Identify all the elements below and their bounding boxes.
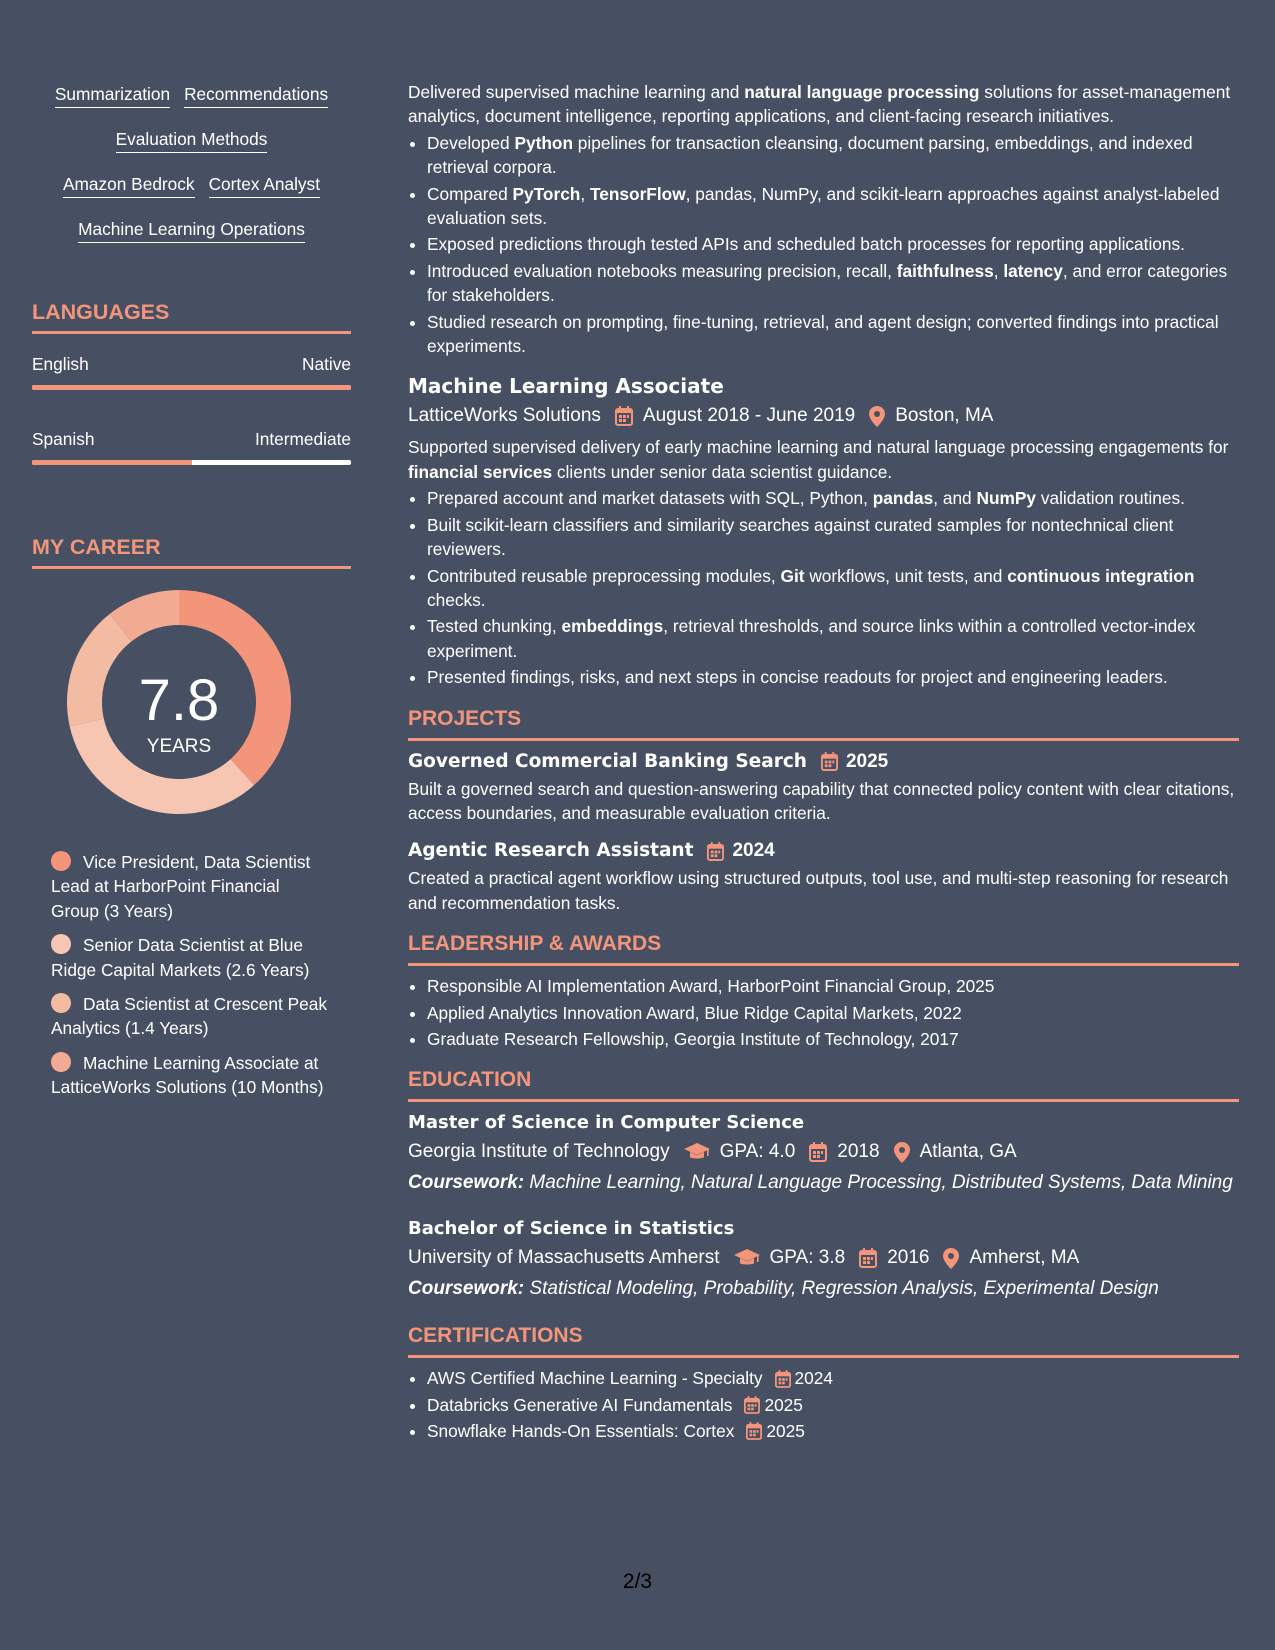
- legend-dot: [51, 851, 71, 871]
- skill-tag: Cortex Analyst: [209, 172, 320, 198]
- calendar-icon: [775, 1370, 791, 1388]
- bullet-item: • Contributed reusable preprocessing modules, Git workflows, unit tests, and continuous integration checks.: [427, 564, 1239, 613]
- calendar-icon: [809, 1142, 827, 1162]
- coursework-list: Statistical Modeling, Probability, Regression Analysis, Experimental Design: [529, 1278, 1159, 1300]
- project-description: Created a practical agent workflow using structured outputs, tool use, and multi-step reasoning for research and recommendation tasks.: [408, 868, 1229, 913]
- calendar-icon: [821, 752, 838, 771]
- job-title: Machine Learning Associate: [408, 374, 724, 399]
- certification-name: • Snowflake Hands-On Essentials: Cortex: [427, 1421, 735, 1442]
- career-heading: MY CAREER: [32, 535, 351, 569]
- legend-label: Vice President, Data Scientist Lead at HarborPoint Financial Group (3 Years): [51, 852, 311, 921]
- bullet-item: • Presented findings, risks, and next steps in concise readouts for project and engineering leaders.: [427, 665, 1239, 689]
- bullet-item: • Tested chunking, embeddings, retrieval thresholds, and source links within a controlled vector-index experiment.: [427, 614, 1239, 663]
- legend-label: Senior Data Scientist at Blue Ridge Capital Markets (2.6 Years): [51, 935, 310, 980]
- languages-heading: LANGUAGES: [32, 300, 351, 334]
- certifications-heading: CERTIFICATIONS: [408, 1323, 1239, 1358]
- legend-dot: [51, 993, 71, 1013]
- legend-label: Data Scientist at Crescent Peak Analytics (1.4 Years): [51, 994, 327, 1039]
- skill-tag: Summarization: [55, 82, 170, 108]
- skill-tag: Recommendations: [184, 82, 328, 108]
- main-content: [408, 80, 1239, 1446]
- career-unit: YEARS: [146, 736, 212, 757]
- coursework-list: Machine Learning, Natural Language Processing, Distributed Systems, Data Mining: [529, 1172, 1233, 1194]
- awards-list: [408, 974, 1239, 1051]
- location-pin-icon: [894, 1142, 910, 1163]
- project-item: [408, 838, 1239, 915]
- bullet-item: • Graduate Research Fellowship, Georgia Institute of Technology, 2017: [427, 1027, 1239, 1051]
- graduation-year: 2016: [887, 1247, 930, 1269]
- job-summary: Delivered supervised machine learning and natural language processing solutions for asset-management analytics, document intelligence, reporting applications, and client-facing research initiatives.: [408, 82, 1231, 127]
- location-pin-icon: [869, 406, 885, 427]
- calendar-icon: [615, 406, 633, 426]
- job-bullets: [408, 131, 1239, 359]
- coursework-label: Coursework:: [408, 1278, 525, 1300]
- bullet-item: • Applied Analytics Innovation Award, Blue Ridge Capital Markets, 2022: [427, 1001, 1239, 1025]
- sidebar: [32, 82, 351, 1110]
- degree-title: Master of Science in Computer Science: [408, 1112, 805, 1134]
- bullet-item: • Prepared account and market datasets with SQL, Python, pandas, and NumPy validation routines.: [427, 486, 1239, 510]
- legend-dot: [51, 934, 71, 954]
- page-indicator: 2/3: [622, 1570, 653, 1593]
- language-bar-fill: [32, 385, 351, 390]
- skill-tag: Machine Learning Operations: [78, 217, 305, 243]
- certification-item: [427, 1419, 1239, 1443]
- project-item: [408, 749, 1239, 826]
- bullet-item: • Exposed predictions through tested APIs and scheduled batch processes for reporting applications.: [427, 232, 1239, 256]
- location-pin-icon: [943, 1248, 959, 1269]
- coursework: [408, 1171, 1239, 1195]
- skills-row: [32, 82, 351, 108]
- language-bar: [32, 385, 351, 390]
- graduation-cap-icon: [734, 1249, 760, 1267]
- education-heading: EDUCATION: [408, 1067, 1239, 1102]
- project-year: 2025: [845, 750, 889, 772]
- job-meta: [408, 403, 1239, 429]
- skills-tags: [32, 82, 351, 243]
- coursework-label: Coursework:: [408, 1172, 525, 1194]
- skills-row: [32, 127, 351, 153]
- school-name: University of Massachusetts Amherst: [408, 1247, 720, 1269]
- degree-title: Bachelor of Science in Statistics: [408, 1218, 735, 1240]
- calendar-icon: [744, 1396, 760, 1414]
- job-summary: Supported supervised delivery of early machine learning and natural language processing engagements for financial services clients under senior data scientist guidance.: [408, 437, 1229, 482]
- awards-heading: LEADERSHIP & AWARDS: [408, 931, 1239, 966]
- calendar-icon: [859, 1248, 877, 1268]
- language-spanish: [32, 428, 351, 465]
- certification-item: [427, 1366, 1239, 1390]
- legend-item: [51, 933, 331, 982]
- bullet-item: • Studied research on prompting, fine-tuning, retrieval, and agent design; converted findings into practical experiments.: [427, 310, 1239, 359]
- school-location: Amherst, MA: [969, 1247, 1080, 1269]
- project-description: Built a governed search and question-answering capability that connected policy content with clear citations, access boundaries, and measurable evaluation criteria.: [408, 778, 1235, 823]
- skill-tag: Amazon Bedrock: [63, 172, 195, 198]
- language-name: Spanish: [32, 429, 95, 449]
- skills-row: [32, 172, 351, 198]
- job-bullets: [408, 486, 1239, 689]
- bullet-item: • Developed Python pipelines for transaction cleansing, document parsing, embeddings, and indexed retrieval corpora.: [427, 131, 1239, 180]
- legend-item: [51, 1051, 331, 1100]
- gpa: GPA: 3.8: [769, 1247, 846, 1269]
- graduation-year: 2018: [837, 1141, 880, 1163]
- calendar-icon: [746, 1422, 762, 1440]
- education-meta: [408, 1245, 1239, 1271]
- career-donut: [32, 588, 351, 828]
- bullet-item: • Responsible AI Implementation Award, HarborPoint Financial Group, 2025: [427, 974, 1239, 998]
- project-title: Governed Commercial Banking Search: [408, 750, 807, 772]
- calendar-icon: [707, 842, 724, 861]
- project-year: 2024: [732, 840, 775, 862]
- school-name: Georgia Institute of Technology: [408, 1141, 670, 1163]
- company-name: LatticeWorks Solutions: [408, 405, 601, 427]
- bullet-item: • Compared PyTorch, TensorFlow, pandas, NumPy, and scikit-learn approaches against analyst-labeled evaluation sets.: [427, 182, 1239, 231]
- legend-label: Machine Learning Associate at LatticeWorks Solutions (10 Months): [51, 1052, 324, 1098]
- language-english: [32, 353, 351, 390]
- project-title: Agentic Research Assistant: [408, 840, 694, 862]
- career-legend: [51, 850, 331, 1100]
- legend-item: [51, 992, 331, 1041]
- skills-row: [32, 217, 351, 243]
- language-bar: [32, 460, 351, 465]
- coursework: [408, 1277, 1239, 1301]
- school-location: Atlanta, GA: [919, 1141, 1017, 1163]
- education-item: [408, 1110, 1239, 1195]
- language-level: Intermediate: [254, 429, 351, 449]
- certification-year: 2025: [766, 1421, 805, 1442]
- education-meta: [408, 1139, 1239, 1165]
- certifications-list: [408, 1366, 1239, 1443]
- education-item: [408, 1216, 1239, 1301]
- legend-item: [51, 850, 331, 923]
- bullet-item: • Introduced evaluation notebooks measuring precision, recall, faithfulness, latency, and error categories for stakeholders.: [427, 259, 1239, 308]
- language-name: English: [32, 354, 89, 374]
- certification-item: [427, 1393, 1239, 1417]
- certification-name: • AWS Certified Machine Learning - Specialty: [427, 1368, 763, 1389]
- career-total: 7.8: [138, 668, 220, 733]
- projects-heading: PROJECTS: [408, 706, 1239, 741]
- graduation-cap-icon: [684, 1143, 710, 1161]
- skill-tag: Evaluation Methods: [116, 127, 268, 153]
- language-level: Native: [302, 354, 351, 374]
- bullet-item: • Built scikit-learn classifiers and similarity searches against curated samples for nontechnical client reviewers.: [427, 513, 1239, 562]
- gpa: GPA: 4.0: [719, 1141, 796, 1163]
- legend-dot: [51, 1052, 71, 1072]
- job-dates: August 2018 - June 2019: [642, 405, 856, 427]
- job-location: Boston, MA: [895, 405, 994, 427]
- certification-name: • Databricks Generative AI Fundamentals: [427, 1394, 733, 1415]
- certification-year: 2024: [794, 1368, 833, 1389]
- language-bar-fill: [32, 460, 192, 465]
- certification-year: 2025: [764, 1394, 803, 1415]
